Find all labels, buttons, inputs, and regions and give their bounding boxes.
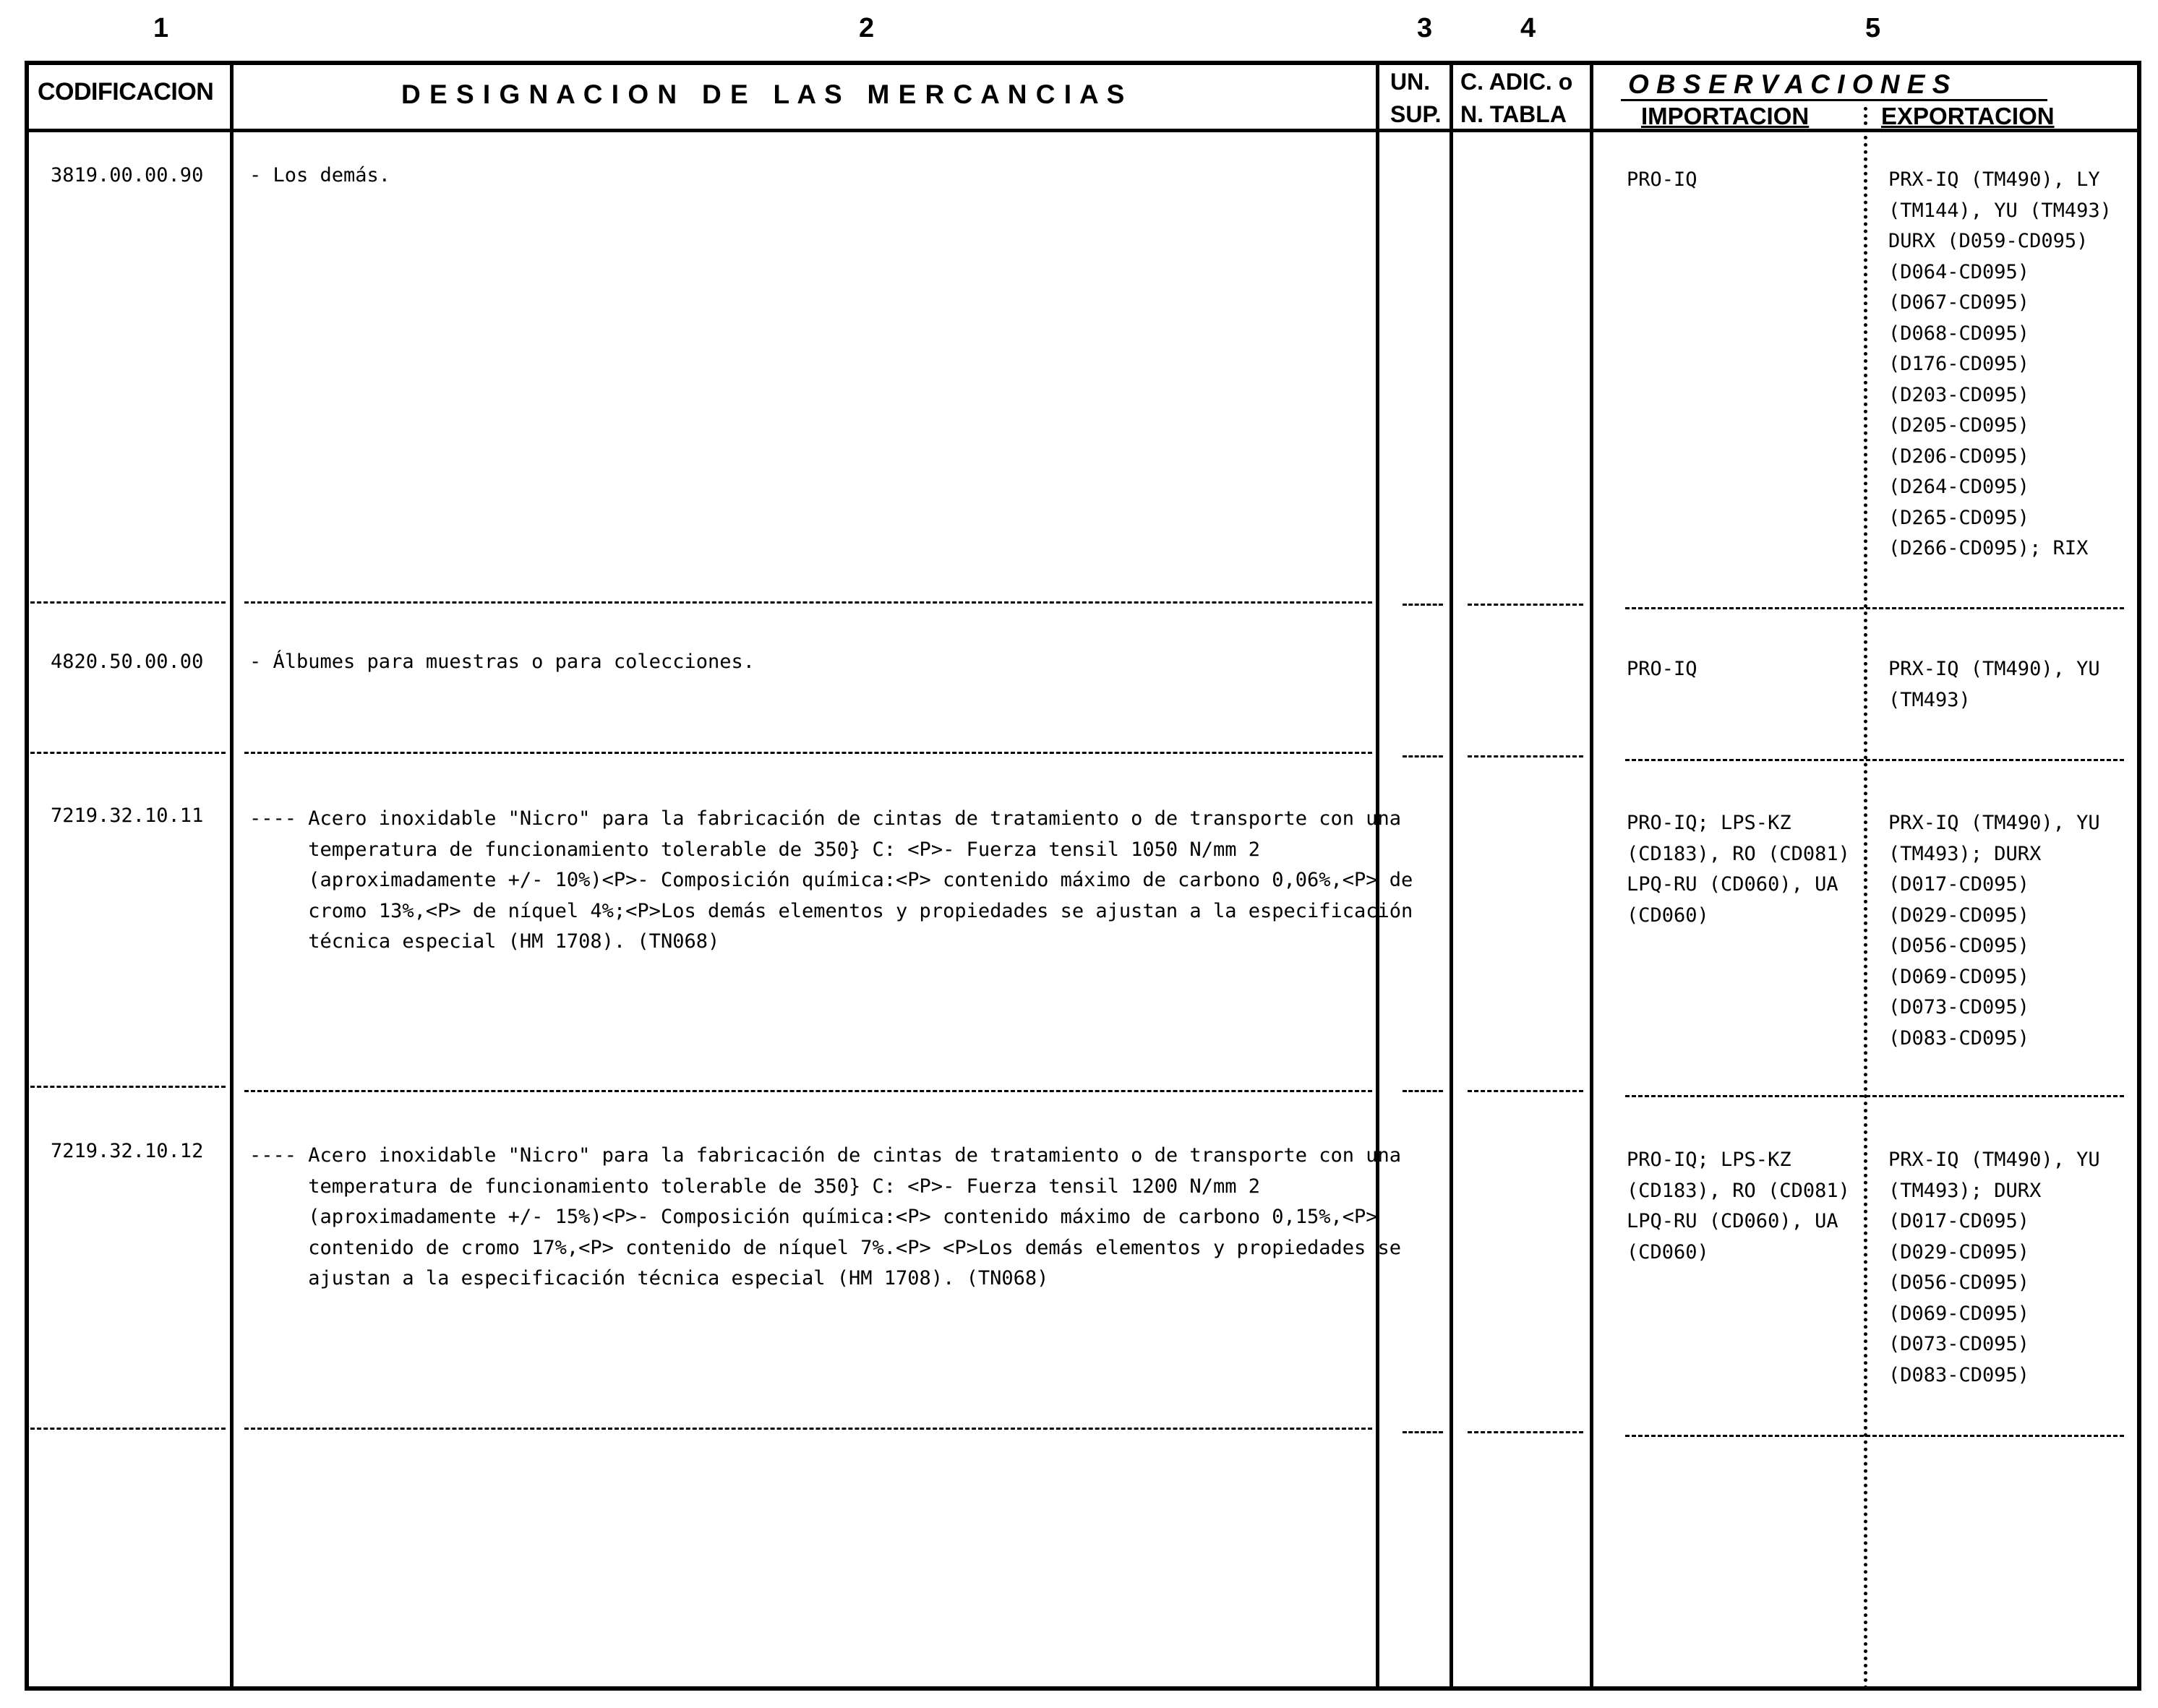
row-separator xyxy=(30,601,226,604)
header-observaciones: O B S E R V A C I O N E S xyxy=(1628,69,1951,99)
row-code: 3819.00.00.90 xyxy=(51,164,204,186)
row-separator xyxy=(1625,1095,2124,1097)
row-separator xyxy=(1403,1090,1443,1092)
header-exportacion: EXPORTACION xyxy=(1881,103,2055,129)
row-separator xyxy=(1625,759,2124,761)
row-separator xyxy=(30,752,226,754)
row-separator xyxy=(244,601,1372,604)
row-separator xyxy=(1403,604,1443,606)
row-designation: ---- Acero inoxidable "Nicro" para la fabricación de cintas de tratamiento o de transporte con una temperatura de funcionamiento tolerable de 350} C: <P>- Fuerza tensil 1050 N/mm 2 (aproximadamente +/- 10%)<P>- Composición química:<P> contenido máximo de carbono 0,06%,<P> de cromo 13%,<P> de níquel 4%;<P>Los demás elementos y propiedades se ajustan a la especificación técnica especial (HM 1708). (TN068) xyxy=(249,807,1413,953)
header-codificacion: CODIFICACION xyxy=(38,78,214,106)
column-divider xyxy=(1450,61,1453,1691)
header-bottom-rule xyxy=(25,129,2141,132)
header-importacion: IMPORTACION xyxy=(1641,103,1810,129)
row-separator xyxy=(1468,1431,1583,1433)
row-export: PRX-IQ (TM490), LY (TM144), YU (TM493) DURX (D059-CD095) (D064-CD095) (D067-CD095) (D068-CD095) (D176-CD095) (D203-CD095) (D205-CD095) (D206-CD095) (D264-CD095) (D265-CD095) (D266-CD095); RIX xyxy=(1888,168,2112,559)
row-separator xyxy=(1403,1431,1443,1433)
row-export: PRX-IQ (TM490), YU (TM493); DURX (D017-CD095) (D029-CD095) (D056-CD095) (D069-CD095) (D073-CD095) (D083-CD095) xyxy=(1888,1149,2100,1386)
row-code: 4820.50.00.00 xyxy=(51,651,204,673)
row-separator xyxy=(30,1086,226,1088)
row-export: PRX-IQ (TM490), YU (TM493) xyxy=(1888,658,2100,711)
header-c-adic: C. ADIC. o xyxy=(1460,69,1573,95)
header-sup: SUP. xyxy=(1390,101,1442,127)
row-import: PRO-IQ; LPS-KZ (CD183), RO (CD081) LPQ-RU (CD060), UA (CD060) xyxy=(1627,1149,1850,1263)
column-number-4: 4 xyxy=(1520,13,1536,43)
row-import: PRO-IQ xyxy=(1627,168,1697,191)
row-separator xyxy=(1468,1090,1583,1092)
row-designation: - Los demás. xyxy=(249,164,391,186)
row-separator xyxy=(1403,755,1443,758)
column-divider xyxy=(1590,61,1593,1691)
row-import: PRO-IQ; LPS-KZ (CD183), RO (CD081) LPQ-RU (CD060), UA (CD060) xyxy=(1627,812,1850,927)
row-export: PRX-IQ (TM490), YU (TM493); DURX (D017-CD095) (D029-CD095) (D056-CD095) (D069-CD095) (D073-CD095) (D083-CD095) xyxy=(1888,812,2100,1050)
header-n-tabla: N. TABLA xyxy=(1460,101,1567,127)
column-number-3: 3 xyxy=(1417,13,1433,43)
row-separator xyxy=(1468,755,1583,758)
column-number-2: 2 xyxy=(859,13,875,43)
column-number-5: 5 xyxy=(1865,13,1881,43)
row-designation: ---- Acero inoxidable "Nicro" para la fabricación de cintas de tratamiento o de transporte con una temperatura de funcionamiento tolerable de 350} C: <P>- Fuerza tensil 1200 N/mm 2 (aproximadamente +/- 15%)<P>- Composición química:<P> contenido máximo de carbono 0,15%,<P> contenido de cromo 17%,<P> contenido de níquel 7%.<P> <P>Los demás elementos y propiedades se ajustan a la especificación técnica especial (HM 1708). (TN068) xyxy=(249,1144,1402,1289)
row-separator xyxy=(244,752,1372,754)
observaciones-divider xyxy=(1864,107,1867,1691)
row-separator xyxy=(1625,1435,2124,1437)
row-separator xyxy=(244,1090,1372,1092)
row-separator xyxy=(244,1428,1372,1430)
row-import: PRO-IQ xyxy=(1627,658,1697,680)
header-un: UN. xyxy=(1390,69,1431,95)
row-code: 7219.32.10.12 xyxy=(51,1140,204,1162)
column-divider xyxy=(230,61,234,1691)
row-separator xyxy=(1468,604,1583,606)
row-code: 7219.32.10.11 xyxy=(51,804,204,827)
row-designation: - Álbumes para muestras o para colecciones. xyxy=(249,651,755,673)
column-number-1: 1 xyxy=(153,13,169,43)
header-designacion: D E S I G N A C I O N D E L A S M E R C A N C I A S xyxy=(401,80,1126,109)
row-separator xyxy=(1625,607,2124,609)
row-separator xyxy=(30,1428,226,1430)
